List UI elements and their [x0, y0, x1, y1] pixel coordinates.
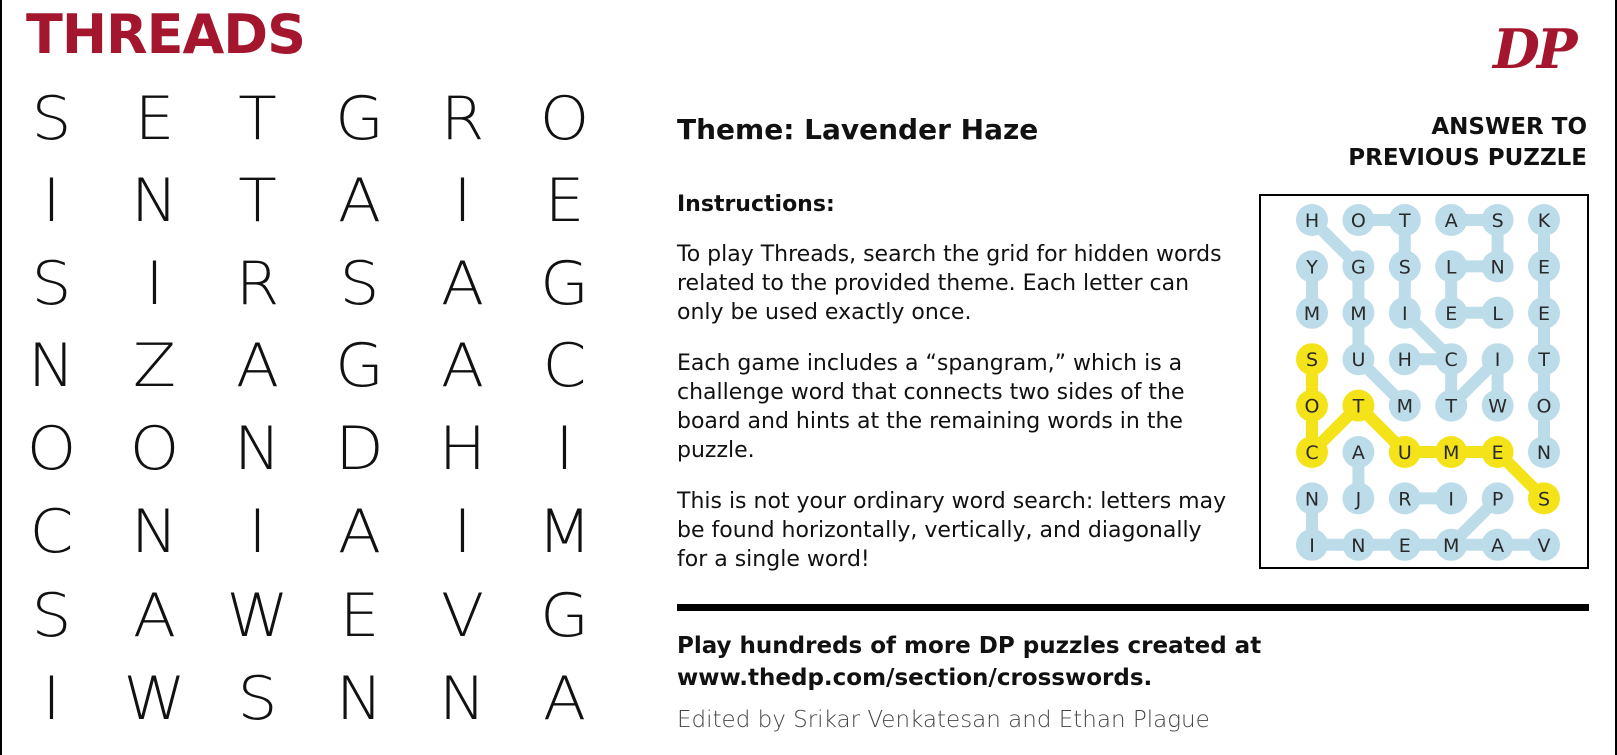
answer-letter: T	[1538, 349, 1550, 372]
answer-letter: I	[1448, 488, 1455, 511]
promo-line-2: www.thedp.com/section/crosswords.	[677, 665, 1153, 691]
grid-letter: I	[145, 249, 164, 319]
instructions-paragraph-2: Each game includes a “spangram,” which is a challenge word that connects two sides of the board and hints at the remaining words in the puzzle.	[677, 351, 1185, 463]
grid-letter: I	[555, 414, 574, 484]
grid-letter: V	[440, 581, 485, 651]
answer-letter: M	[1396, 395, 1414, 418]
answer-letter: N	[1304, 488, 1320, 511]
answer-letter: L	[1492, 302, 1503, 325]
answer-letter: A	[1351, 442, 1365, 464]
answer-letter: L	[1445, 256, 1457, 279]
grid-letter: S	[237, 664, 278, 734]
answer-letter: G	[1351, 256, 1366, 279]
grid-letter: S	[31, 249, 72, 319]
grid-letter: A	[235, 331, 280, 401]
answer-letter: I	[1309, 534, 1315, 557]
grid-letter: H	[438, 414, 487, 484]
grid-letter: E	[134, 84, 175, 154]
grid-letter: T	[238, 166, 277, 236]
answer-letter: T	[1445, 395, 1458, 418]
instructions-paragraph-3: This is not your ordinary word search: letters may be found horizontally, vertically, and diagonally for a single word!	[677, 489, 1227, 572]
answer-letter: O	[1536, 395, 1552, 418]
answer-heading	[1348, 112, 1587, 174]
promo-text	[677, 630, 1261, 694]
grid-letter: I	[248, 497, 267, 567]
instructions-paragraph-1: To play Threads, search the grid for hidden words related to the provided theme. Each letter can only be used exactly once.	[677, 242, 1222, 325]
grid-letter: N	[335, 664, 384, 734]
puzzle-title: THREADS	[26, 3, 306, 66]
answer-grid-box	[1259, 194, 1589, 569]
answer-letter: H	[1304, 210, 1320, 232]
answer-letter: M	[1303, 302, 1321, 325]
answer-letter: E	[1398, 534, 1411, 557]
grid-letter: R	[440, 84, 485, 154]
grid-letter: S	[339, 249, 380, 319]
grid-letter: C	[542, 331, 587, 401]
answer-letter: U	[1351, 349, 1366, 372]
answer-letter: S	[1305, 349, 1319, 372]
grid-letter: I	[42, 166, 61, 236]
instructions-heading: Instructions:	[677, 192, 835, 217]
grid-letter: N	[438, 664, 487, 734]
grid-letter: G	[335, 84, 384, 154]
grid-letter: R	[235, 249, 280, 319]
grid-letter: O	[26, 414, 77, 484]
answer-letter: W	[1488, 395, 1507, 418]
grid-letter: N	[130, 497, 179, 567]
answer-letter: I	[1401, 302, 1408, 325]
answer-letter: C	[1444, 349, 1458, 372]
answer-letter: A	[1444, 210, 1458, 232]
answer-letter: R	[1398, 488, 1412, 511]
grid-letter: I	[453, 166, 472, 236]
divider-rule	[677, 604, 1589, 611]
grid-letter: O	[129, 414, 180, 484]
editors-credit: Edited by Srikar Venkatesan and Ethan Plague	[677, 707, 1210, 733]
answer-grid	[1261, 196, 1587, 567]
grid-letter: S	[31, 84, 72, 154]
answer-letter: T	[1352, 395, 1365, 418]
theme-label: Theme: Lavender Haze	[677, 113, 1039, 146]
grid-letter: M	[537, 497, 592, 567]
answer-letter: O	[1350, 210, 1366, 232]
grid-letter: E	[544, 166, 585, 236]
grid-letter: I	[42, 664, 61, 734]
grid-letter: E	[339, 581, 380, 651]
grid-letter: N	[130, 166, 179, 236]
answer-letter: N	[1536, 442, 1552, 464]
answer-letter: K	[1537, 210, 1551, 232]
grid-letter: A	[440, 331, 485, 401]
answer-letter: E	[1537, 256, 1551, 279]
promo-line-1: Play hundreds of more DP puzzles created at	[677, 633, 1262, 659]
grid-letter: A	[440, 249, 485, 319]
grid-letter: W	[226, 581, 289, 651]
answer-letter: E	[1445, 302, 1458, 325]
answer-letter: S	[1398, 256, 1411, 279]
answer-letter: E	[1491, 442, 1504, 464]
answer-letter: S	[1537, 488, 1551, 511]
grid-letter: W	[123, 664, 186, 734]
answer-letter: S	[1491, 210, 1504, 232]
answer-letter: Y	[1306, 256, 1318, 279]
answer-letter: H	[1397, 349, 1412, 372]
answer-letter: M	[1350, 302, 1367, 325]
answer-letter: C	[1305, 442, 1319, 464]
grid-letter: C	[29, 497, 74, 567]
answer-letter: U	[1397, 442, 1412, 464]
answer-letter: N	[1490, 256, 1505, 279]
answer-letter: A	[1491, 534, 1505, 557]
grid-letter: S	[31, 581, 72, 651]
grid-letter: I	[453, 497, 472, 567]
grid-letter: A	[542, 664, 587, 734]
answer-letter: M	[1442, 442, 1460, 464]
grid-letter: O	[539, 84, 590, 154]
grid-letter: A	[337, 497, 382, 567]
grid-letter: A	[132, 581, 177, 651]
answer-letter: V	[1537, 534, 1551, 557]
grid-letter: A	[337, 166, 382, 236]
answer-heading-line2: PREVIOUS PUZZLE	[1348, 145, 1587, 171]
answer-heading-line1: ANSWER TO	[1431, 114, 1587, 140]
grid-letter: T	[238, 84, 277, 154]
dp-logo: DP	[1493, 17, 1575, 81]
answer-letter: M	[1442, 534, 1460, 557]
grid-letter: N	[233, 414, 282, 484]
answer-letter: P	[1491, 488, 1504, 511]
grid-letter: G	[335, 331, 384, 401]
answer-letter: O	[1304, 395, 1320, 418]
grid-letter: G	[540, 249, 589, 319]
grid-letter: G	[540, 581, 589, 651]
answer-letter: I	[1494, 349, 1501, 372]
answer-letter: T	[1398, 210, 1411, 232]
answer-letter: N	[1351, 534, 1366, 557]
grid-letter: Z	[132, 331, 177, 401]
answer-letter: J	[1355, 488, 1362, 511]
answer-letter: E	[1537, 302, 1551, 325]
grid-letter: D	[335, 414, 384, 484]
grid-letter: N	[27, 331, 76, 401]
